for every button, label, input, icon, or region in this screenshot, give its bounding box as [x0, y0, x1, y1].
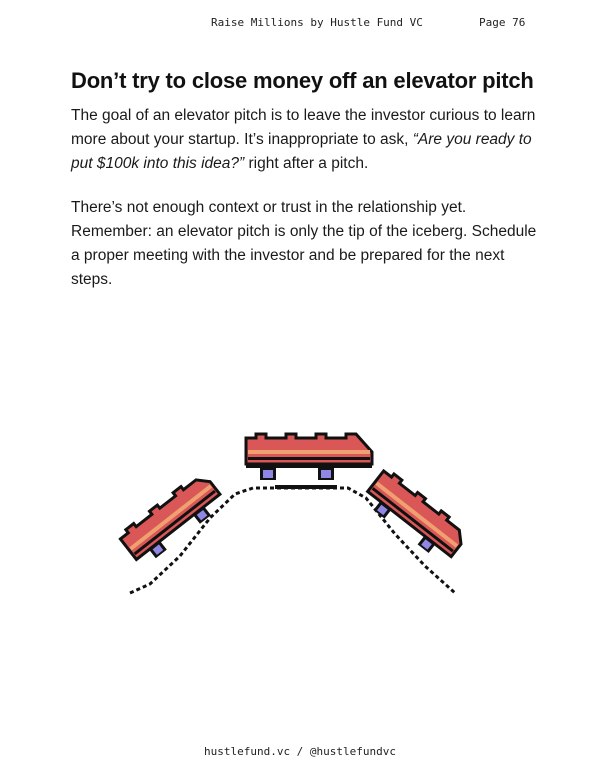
- paragraph-1-quote: “Are you ready to put $100k into this idea?”: [71, 131, 532, 172]
- paragraph-2: There’s not enough context or trust in the relationship yet. Remember: an elevator pitch is only the tip of the iceberg. Schedule a proper meeting with the investor and be prepared for the next steps.: [71, 199, 537, 288]
- paragraph-1-text-a: The goal of an elevator pitch is to leave the investor curious to learn more about your startup. It’s inappropriate to ask,: [71, 107, 536, 148]
- cart-top: [246, 434, 372, 480]
- page-footer: hustlefund.vc / @hustlefundvc: [203, 745, 397, 758]
- paragraph-1-text-b: right after a pitch.: [244, 155, 369, 172]
- section-title: Don’t try to close money off an elevator pitch: [71, 68, 534, 93]
- page-number: Page 76: [479, 16, 526, 29]
- cart-right: [361, 468, 470, 566]
- roller-coaster-illustration: [110, 426, 480, 601]
- wheel-icon: [318, 468, 334, 480]
- cart-left: [118, 471, 227, 569]
- page-header: [0, 16, 600, 36]
- wheel-icon: [260, 468, 276, 480]
- book-title: Raise Millions by Hustle Fund VC: [211, 16, 423, 29]
- track-top-platform: [275, 485, 337, 489]
- paragraph-1: [71, 104, 541, 176]
